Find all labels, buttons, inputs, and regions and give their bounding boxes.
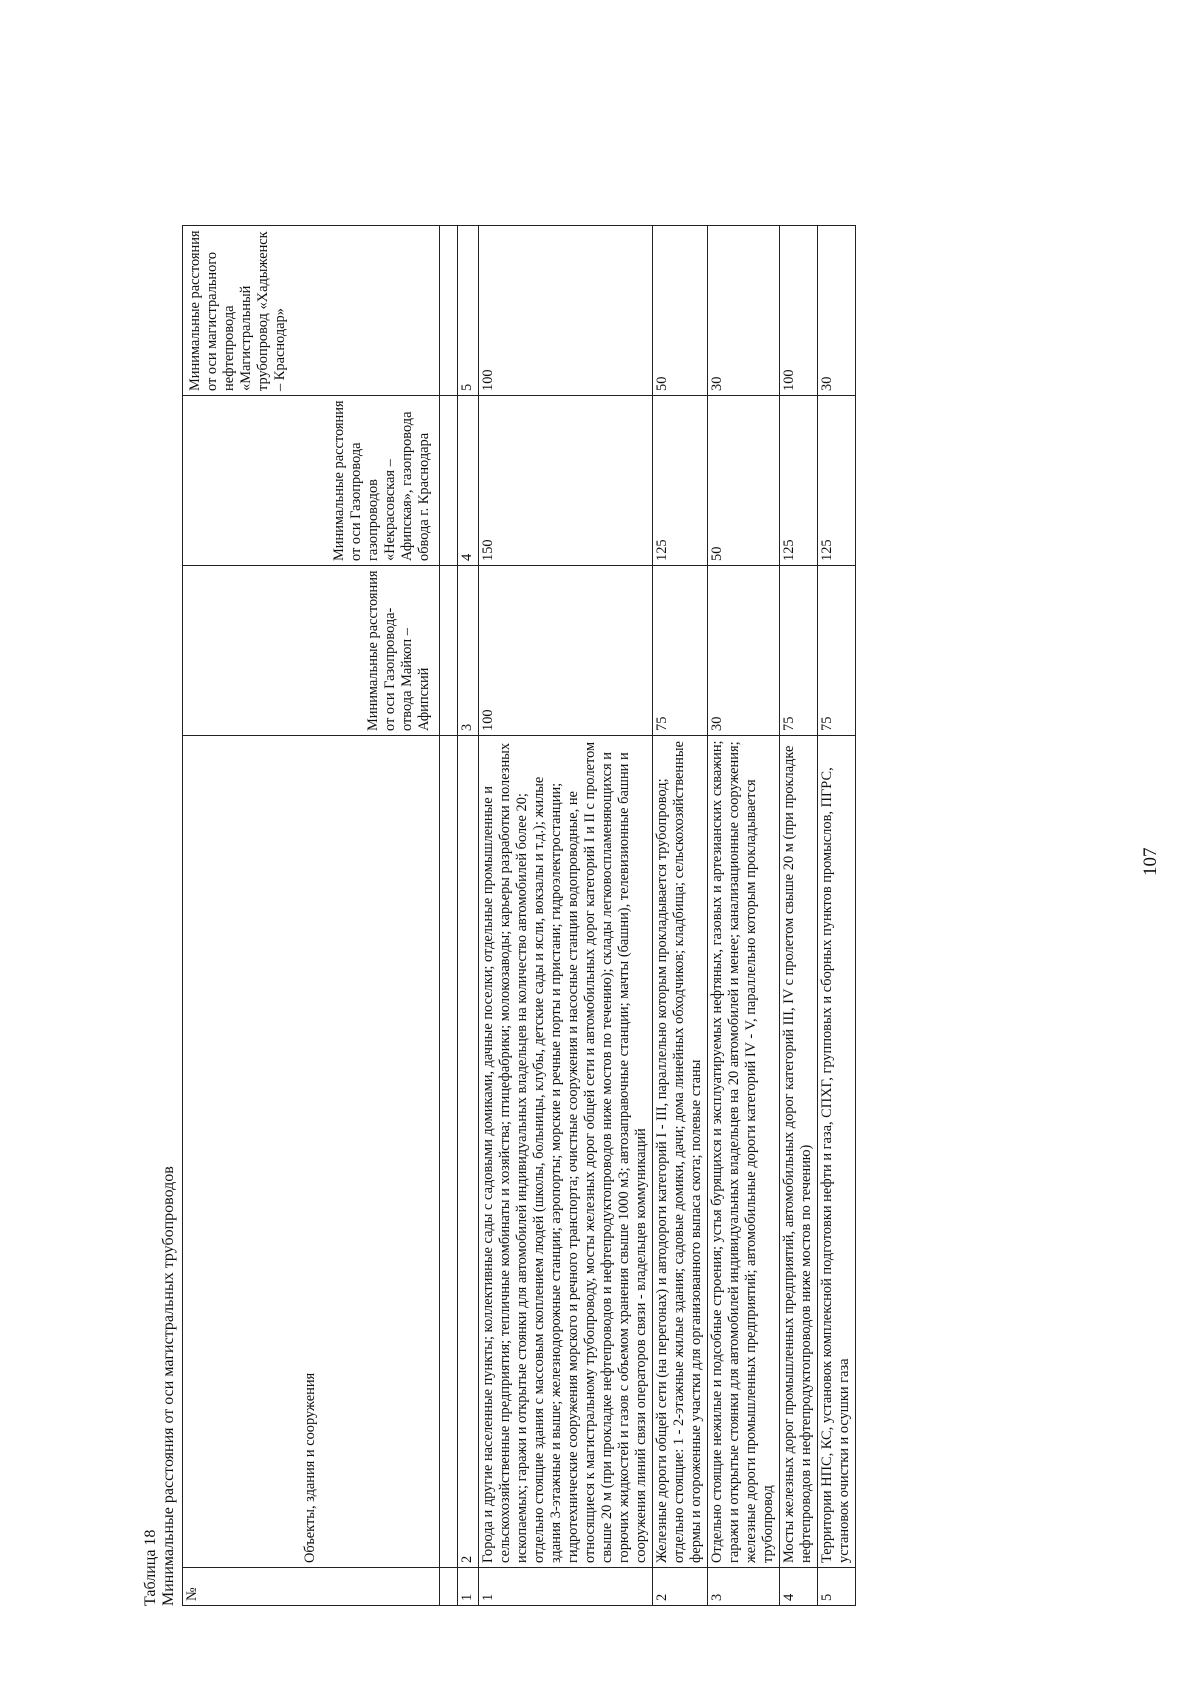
distances-table <box>182 225 856 1606</box>
row-distance-col5: 30 <box>818 226 856 396</box>
row-distance-col5: 50 <box>653 226 708 396</box>
row-number: 1 <box>479 1568 653 1606</box>
table-caption <box>142 1166 178 1606</box>
page-number: 107 <box>1140 847 1161 876</box>
row-objects: Отдельно стоящие нежилые и подсобные строения; устья бурящихся и эксплуатируемых нефтяных, газовых и артезианских скважин; гаражи и открытые стоянки для автомобилей индивидуальных владельцев на 20 автомобилей и менее; канализационные сооружения; железные дороги промышленных предприятий; автомобильные дороги категорий IV - V, параллельно которым прокладывается трубопровод <box>708 736 780 1568</box>
header-no: № <box>183 1568 440 1606</box>
header-col4: Минимальные расстояния от оси Газопровода газопроводов «Некрасовская – Афипская», газопровода обвода г. Краснодара <box>183 396 440 566</box>
row-distance-col5: 100 <box>479 226 653 396</box>
row-distance-col4: 150 <box>479 396 653 566</box>
row-objects: Железные дороги общей сети (на перегонах) и автодороги категорий I - III, параллельно которым прокладывается трубопровод; отдельно стоящие: 1 - 2-этажные жилые здания; садовые домики, дачи; дома линейных обходчиков; кладбища; сельскохозяйственные фермы и огороженные участки для организованного выпаса скота; полевые станы <box>653 736 708 1568</box>
row-distance-col3: 75 <box>780 566 818 736</box>
row-distance-col5: 30 <box>708 226 780 396</box>
row-number: 4 <box>780 1568 818 1606</box>
column-number-row <box>458 226 479 1606</box>
column-number: 3 <box>458 566 479 736</box>
table-row <box>479 226 653 1606</box>
header-col3: Минимальные расстояния от оси Газопровода-отвода Майкоп – Афипский <box>183 566 440 736</box>
row-number: 2 <box>653 1568 708 1606</box>
row-number: 5 <box>818 1568 856 1606</box>
table-label: Таблица 18 <box>142 1529 159 1606</box>
header-objects: Объекты, здания и сооружения <box>183 736 440 1568</box>
row-objects: Мосты железных дорог промышленных предприятий, автомобильных дорог категорий III, IV с пролетом свыше 20 м (при прокладке нефтепроводов и нефтепродуктопроводов ниже мостов по течению) <box>780 736 818 1568</box>
table-row <box>818 226 856 1606</box>
column-number: 4 <box>458 396 479 566</box>
table-title: Минимальные расстояния от оси магистральных трубопроводов <box>160 1166 177 1606</box>
row-distance-col3: 75 <box>818 566 856 736</box>
row-objects: Территории НПС, КС, установок комплексной подготовки нефти и газа, СПХГ, групповых и сборных пунктов промыслов, ПГРС, установок очистки и осушки газа <box>818 736 856 1568</box>
row-distance-col4: 50 <box>708 396 780 566</box>
row-distance-col5: 100 <box>780 226 818 396</box>
column-number: 5 <box>458 226 479 396</box>
row-distance-col4: 125 <box>780 396 818 566</box>
table-row <box>780 226 818 1606</box>
header-gap <box>440 226 458 1606</box>
row-distance-col3: 75 <box>653 566 708 736</box>
table-header-row <box>183 226 440 1606</box>
row-objects: Города и другие населенные пункты; коллективные сады с садовыми домиками, дачные поселки; отдельные промышленные и сельскохозяйственные предприятия; тепличные комбинаты и хозяйства; птицефабрики; молокозаводы; карьеры разработки полезных ископаемых; гаражи и открытые стоянки для автомобилей индивидуальных владельцев на количество автомобилей более 20; отдельно стоящие здания с массовым скоплением людей (школы, больницы, клубы, детские сады и ясли, вокзалы и т.д.); жилые здания 3-этажные и выше; железнодорожные станции; аэропорты; морские и речные порты и пристани; гидроэлектростанции; гидротехнические сооружения морского и речного транспорта; очистные сооружения и насосные станции водопроводные, не относящиеся к магистральному трубопроводу, мосты железных дорог общей сети и автомобильных дорог категорий I и II с пролетом свыше 20 м (при прокладке нефтепроводов и нефтепродуктопроводов ниже мостов по течению); склады легковоспламеняющихся и горючих жидкостей и газов с объемом хранения свыше 1000 м3; автозаправочные станции; мачты (башни), телевизионные башни и сооружения линий связи операторов связи - владельцев коммуникаций <box>479 736 653 1568</box>
table-row <box>708 226 780 1606</box>
header-col5: Минимальные расстояния от оси магистрального нефтепровода «Магистральный трубопровод «Хадыженск – Краснодар» <box>183 226 440 396</box>
column-number: 1 <box>458 1568 479 1606</box>
row-distance-col4: 125 <box>653 396 708 566</box>
table-row <box>653 226 708 1606</box>
row-number: 3 <box>708 1568 780 1606</box>
row-distance-col3: 30 <box>708 566 780 736</box>
row-distance-col3: 100 <box>479 566 653 736</box>
row-distance-col4: 125 <box>818 396 856 566</box>
column-number: 2 <box>458 736 479 1568</box>
